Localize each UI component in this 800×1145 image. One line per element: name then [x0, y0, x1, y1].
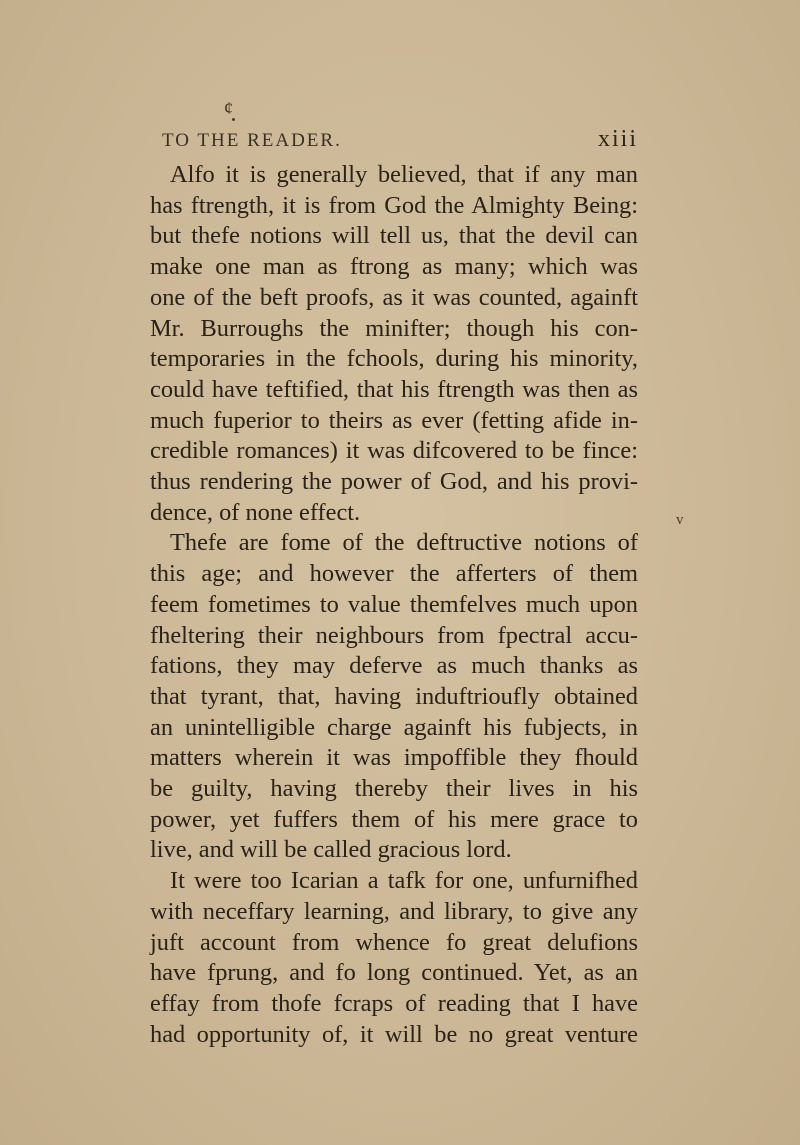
text-line: juft account from whence fo great delufions — [150, 928, 638, 956]
text-line: fations, they may deferve as much thanks as — [150, 652, 638, 680]
text-line: thus rendering the power of God, and his provi- — [150, 468, 638, 496]
page-header — [162, 126, 638, 158]
body-text — [150, 160, 638, 1050]
text-line: dence, of none effect. — [150, 498, 361, 526]
text-line: make one man as ftrong as many; which was — [150, 253, 638, 281]
text-line: an unintelligible charge againft his fubjects, in — [150, 713, 638, 741]
text-line: feem fometimes to value themfelves much upon — [150, 590, 638, 618]
text-line: that tyrant, that, having induftrioufly obtained — [150, 682, 638, 710]
text-line: with neceffary learning, and library, to give any — [150, 897, 638, 925]
text-line: live, and will be called gracious lord. — [150, 836, 512, 864]
text-line: credible romances) it was difcovered to be fince: — [150, 437, 638, 465]
page-number: xiii — [597, 126, 638, 152]
text-line: Mr. Burroughs the minifter; though his con- — [150, 314, 638, 342]
text-line: Thefe are fome of the deftructive notions of — [170, 529, 638, 557]
text-line: has ftrength, it is from God the Almighty Being: — [150, 191, 638, 219]
text-line: could have teftified, that his ftrength was then as — [150, 375, 638, 403]
text-line: It were too Icarian a tafk for one, unfurnifhed — [170, 867, 638, 895]
text-line: power, yet fuffers them of his mere grace to — [150, 805, 638, 833]
text-line: had opportunity of, it will be no great venture — [150, 1020, 638, 1048]
text-line: matters wherein it was impoffible they fhould — [150, 744, 638, 772]
margin-mark: v — [676, 512, 684, 528]
text-line: have fprung, and fo long continued. Yet, as an — [150, 959, 638, 987]
text-line: temporaries in the fchools, during his minority, — [150, 345, 638, 373]
text-line: be guilty, having thereby their lives in his — [150, 775, 638, 803]
text-line: but thefe notions will tell us, that the devil can — [150, 222, 638, 250]
text-line: one of the beft proofs, as it was counted, againft — [150, 283, 638, 311]
printer-mark: ¢ — [224, 98, 233, 118]
text-line: Alfo it is generally believed, that if any man — [170, 161, 638, 188]
text-line: fheltering their neighbours from fpectral accu- — [150, 621, 638, 649]
text-line: this age; and however the afferters of them — [150, 560, 638, 588]
text-line: effay from thofe fcraps of reading that I have — [150, 989, 638, 1017]
text-line: much fuperior to theirs as ever (fetting afide in- — [150, 406, 638, 434]
running-head: TO THE READER. — [162, 130, 342, 151]
printer-dot — [232, 118, 235, 121]
